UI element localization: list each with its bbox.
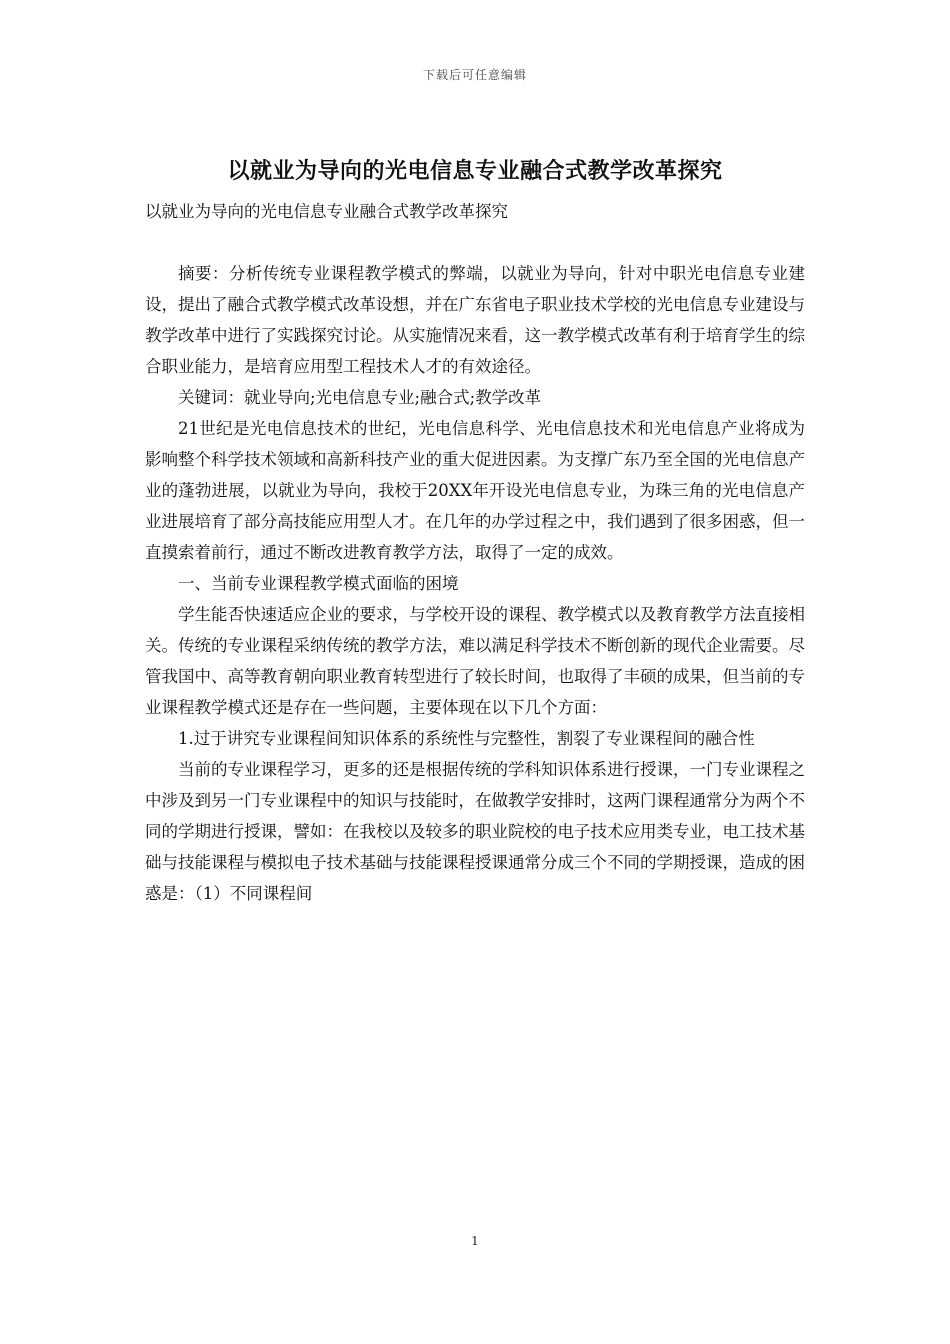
subsection-paragraph: 当前的专业课程学习，更多的还是根据传统的学科知识体系进行授课，一门专业课程之中涉及到另一门专业课程中的知识与技能时，在做教学安排时，这两门课程通常分为两个不同的学期进行授课，譬如：在我校以及较多的职业院校的电子技术应用类专业，电工技术基础与技能课程与模拟电子技术基础与技能课程授课通常分成三个不同的学期授课，造成的困惑是：（1）不同课程间 [145,760,805,903]
section-paragraph: 学生能否快速适应企业的要求，与学校开设的课程、教学模式以及教育教学方法直接相关。传统的专业课程采纳传统的教学方法，难以满足科学技术不断创新的现代企业需要。尽管我国中、高等教育朝向职业教育转型进行了较长时间，也取得了丰硕的成果，但当前的专业课程教学模式还是存在一些问题，主要体现在以下几个方面： [145,605,805,717]
document-subtitle: 以就业为导向的光电信息专业融合式教学改革探究 [145,202,508,221]
keywords-paragraph: 关键词：就业导向;光电信息专业;融合式;教学改革 [178,388,542,407]
section-heading: 一、当前专业课程教学模式面临的困境 [178,574,459,593]
header-note: 下载后可任意编辑 [422,68,527,82]
blank-line [145,227,805,258]
document-body [145,196,805,909]
subsection-heading: 1.过于讲究专业课程间知识体系的系统性与完整性，割裂了专业课程间的融合性 [178,729,755,748]
abstract-paragraph: 摘要：分析传统专业课程教学模式的弊端，以就业为导向，针对中职光电信息专业建设，提出了融合式教学模式改革设想，并在广东省电子职业技术学校的光电信息专业建设与教学改革中进行了实践探究讨论。从实施情况来看，这一教学模式改革有利于培育学生的综合职业能力，是培育应用型工程技术人才的有效途径。 [145,264,805,376]
intro-paragraph: 21世纪是光电信息技术的世纪，光电信息科学、光电信息技术和光电信息产业将成为影响整个科学技术领域和高新科技产业的重大促进因素。为支撑广东乃至全国的光电信息产业的蓬勃进展，以就业为导向，我校于20XX年开设光电信息专业，为珠三角的光电信息产业进展培育了部分高技能应用型人才。在几年的办学过程之中，我们遇到了很多困惑，但一直摸索着前行，通过不断改进教育教学方法，取得了一定的成效。 [145,419,805,562]
document-title: 以就业为导向的光电信息专业融合式教学改革探究 [227,158,723,184]
page-number: 1 [471,1234,479,1248]
